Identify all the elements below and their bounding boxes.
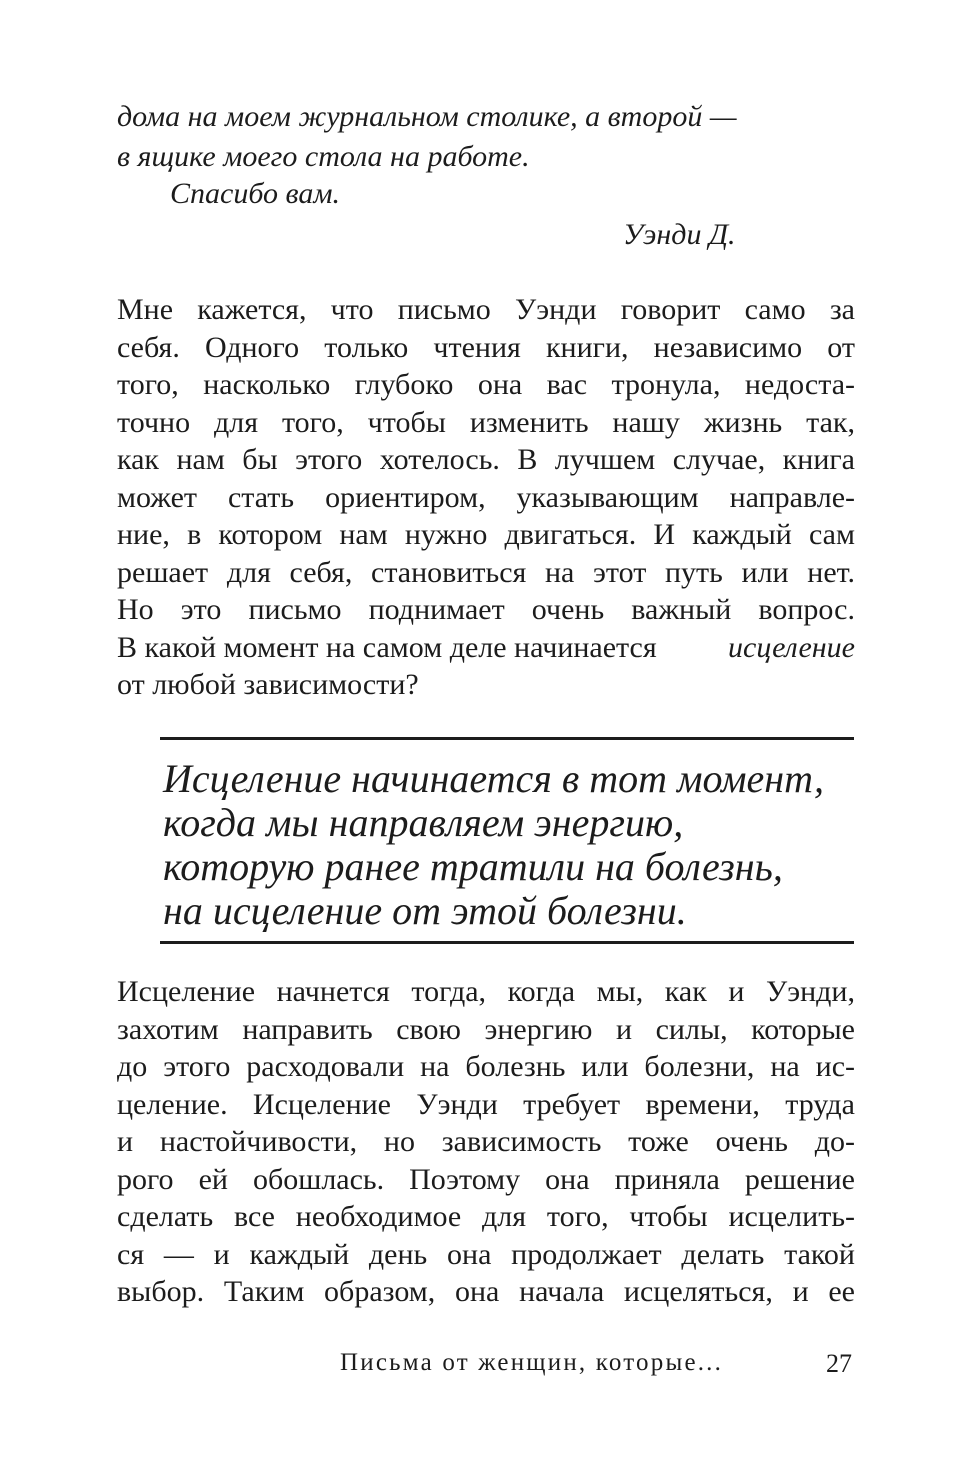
quote-line: которую ранее тратили на болезнь, xyxy=(163,844,783,889)
quote-top-rule xyxy=(160,737,854,740)
paragraph-line: Но это письмо поднимает очень важный вопрос. xyxy=(117,593,855,626)
paragraph-line: сделать все необходимое для того, чтобы исцелить- xyxy=(117,1200,855,1233)
quote-line: когда мы направляем энергию, xyxy=(163,800,684,845)
quote-bottom-rule xyxy=(160,941,854,944)
paragraph-line xyxy=(117,629,855,667)
paragraph-line: точно для того, чтобы изменить нашу жизнь так, xyxy=(117,405,855,439)
paragraph-line: от любой зависимости? xyxy=(117,668,419,701)
paragraph-line: захотим направить свою энергию и силы, которые xyxy=(117,1012,855,1046)
paragraph-line: рого ей обошлась. Поэтому она приняла решение xyxy=(117,1162,855,1196)
paragraph-line: ние, в котором нам нужно двигаться. И каждый сам xyxy=(117,518,855,551)
letter-signature: Уэнди Д. xyxy=(623,218,736,251)
paragraph-line: целение. Исцеление Уэнди требует времени, труда xyxy=(117,1087,855,1121)
paragraph-line: того, насколько глубоко она вас тронула, недоста- xyxy=(117,368,855,401)
letter-line: дома на моем журнальном столике, а второй — xyxy=(117,100,737,133)
page-number: 27 xyxy=(826,1349,852,1378)
paragraph-2 xyxy=(117,973,855,1311)
paragraph-line: Исцеление начнется тогда, когда мы, как и Уэнди, xyxy=(117,975,855,1008)
letter-line: в ящике моего стола на работе. xyxy=(117,140,530,173)
quote-line: Исцеление начинается в тот момент, xyxy=(163,756,825,801)
paragraph-line: как нам бы этого хотелось. В лучшем случае, книга xyxy=(117,443,855,476)
letter-thanks: Спасибо вам. xyxy=(170,177,340,210)
paragraph-line: выбор. Таким образом, она начала исцеляться, и ее xyxy=(117,1275,855,1308)
paragraph-line: себя. Одного только чтения книги, независимо от xyxy=(117,330,855,364)
paragraph-line: решает для себя, становиться на этот путь или нет. xyxy=(117,555,855,589)
running-head: Письма от женщин, которые... xyxy=(340,1349,724,1376)
paragraph-line: может стать ориентиром, указывающим направле- xyxy=(117,480,855,514)
paragraph-line: Мне кажется, что письмо Уэнди говорит само за xyxy=(117,293,855,326)
emphasis-word: исцеление xyxy=(728,630,855,664)
paragraph-1 xyxy=(117,291,855,704)
paragraph-line: до этого расходовали на болезнь или болезни, на ис- xyxy=(117,1050,855,1083)
paragraph-text: В какой момент на самом деле начинается xyxy=(117,630,657,664)
quote-line: на исцеление от этой болезни. xyxy=(163,888,687,933)
paragraph-line: ся — и каждый день она продолжает делать такой xyxy=(117,1237,855,1271)
paragraph-line: и настойчивости, но зависимость тоже очень до- xyxy=(117,1125,855,1158)
pull-quote xyxy=(163,757,824,933)
